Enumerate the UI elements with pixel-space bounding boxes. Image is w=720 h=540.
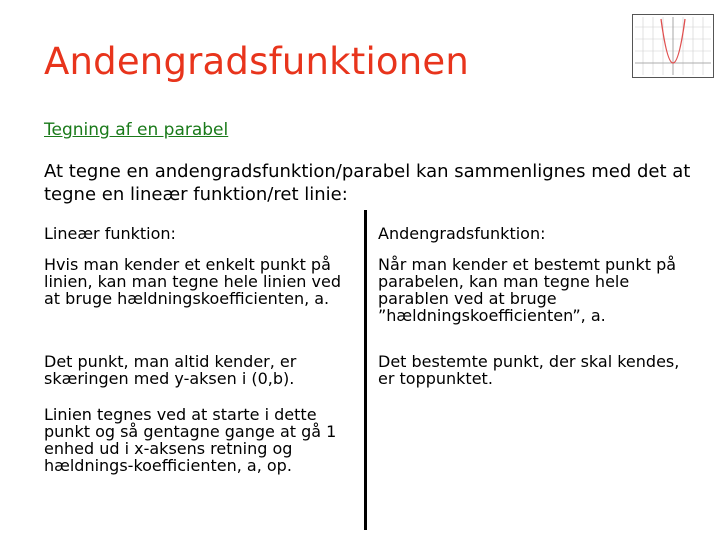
linear-paragraph-3: Linien tegnes ved at starte i dette punkt og så gentagne gange at gå 1 enhed ud i x-aksens retning og hældnings-koefficienten, a, op. xyxy=(44,405,337,475)
linear-paragraph-1: Hvis man kender et enkelt punkt på linien, kan man tegne hele linien ved at bruge hældningskoefficienten, a. xyxy=(44,255,341,308)
slide-title: Andengradsfunktionen xyxy=(44,40,470,83)
column-divider xyxy=(364,210,367,530)
linear-header: Lineær funktion: xyxy=(44,224,176,243)
quadratic-paragraph-2: Det bestemte punkt, der skal kendes, er toppunktet. xyxy=(378,352,680,388)
quadratic-paragraph-1: Når man kender et bestemt punkt på parabelen, kan man tegne hele parablen ved at bruge ”hældningskoefficienten”, a. xyxy=(378,255,677,325)
parabola-graph-icon xyxy=(632,14,714,78)
intro-text: At tegne en andengradsfunktion/parabel kan sammenlignes med det at tegne en lineær funktion/ret linie: xyxy=(44,161,691,205)
linear-paragraph-2: Det punkt, man altid kender, er skæringen med y-aksen i (0,b). xyxy=(44,352,297,388)
quadratic-header: Andengradsfunktion: xyxy=(378,224,546,243)
parabola-drawing-link[interactable]: Tegning af en parabel xyxy=(44,120,229,140)
